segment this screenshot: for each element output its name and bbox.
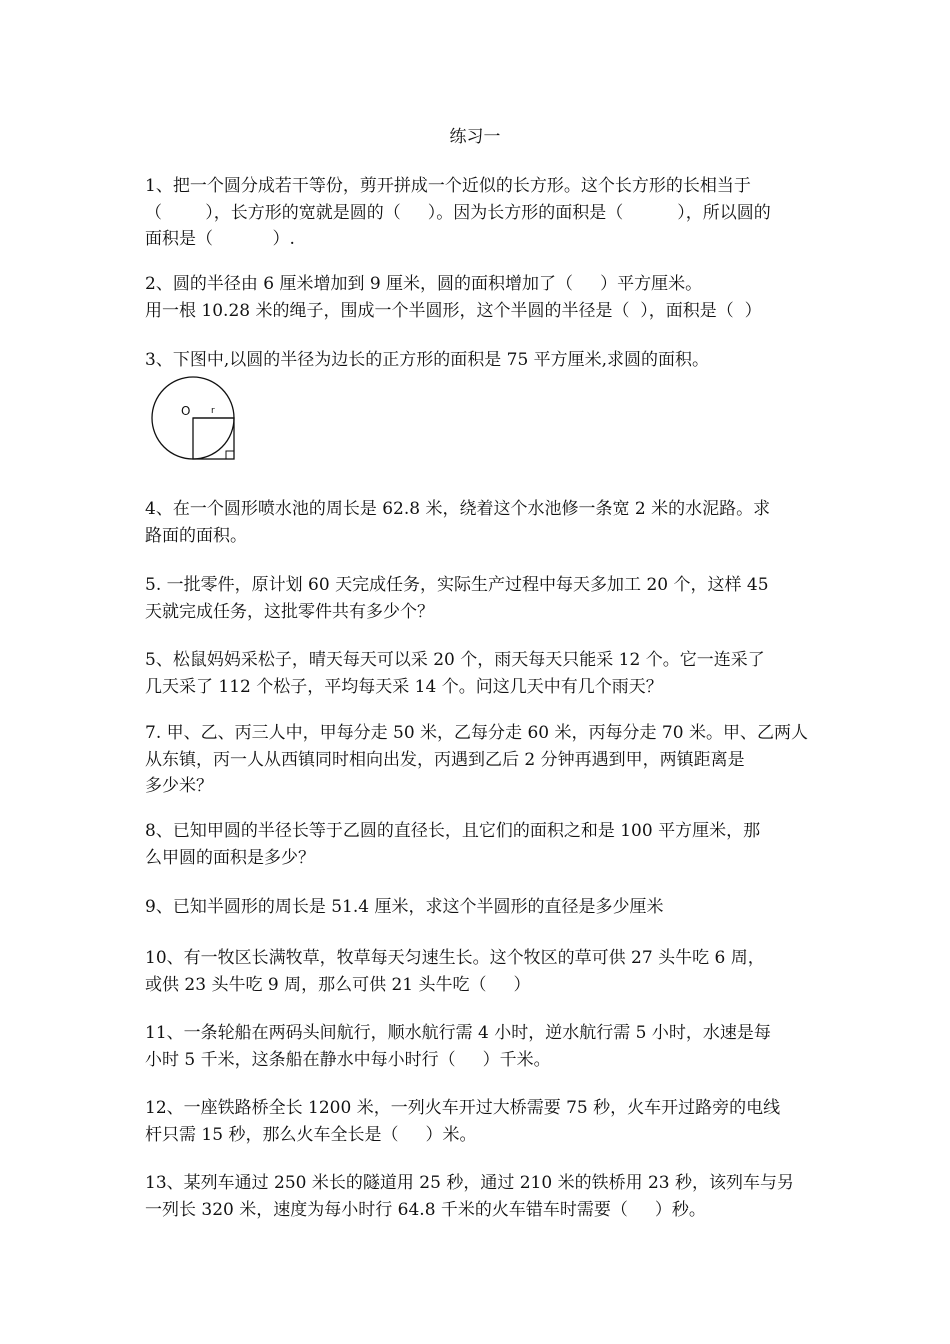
question-line: 多少米？: [145, 776, 213, 796]
question-line: 几天采了 112 个松子，平均每天采 14 个。问这几天中有几个雨天？: [145, 676, 663, 697]
page-title: 练习一: [449, 127, 501, 147]
question-line: 一列长 320 米，速度为每小时行 64.8 千米的火车错车时需要（ ）秒。: [145, 1199, 706, 1220]
question-line: 用一根 10.28 米的绳子，围成一个半圆形，这个半圆的半径是（ ），面积是（ ）: [145, 300, 762, 321]
question-12: [145, 1095, 810, 1148]
question-line: 10、有一牧区长满牧草，牧草每天匀速生长。这个牧区的草可供 27 头牛吃 6 周，: [145, 948, 765, 968]
question-4: [145, 496, 810, 549]
question-line: 9、已知半圆形的周长是 51.4 厘米，求这个半圆形的直径是多少厘米: [145, 897, 664, 917]
question-8: [145, 818, 810, 871]
question-2: [145, 271, 810, 324]
question-line: 从东镇，丙一人从西镇同时相向出发，丙遇到乙后 2 分钟再遇到甲，两镇距离是: [145, 749, 745, 770]
question-line: 13、某列车通过 250 米长的隧道用 25 秒，通过 210 米的铁桥用 23 秒，该列车与另: [145, 1173, 795, 1193]
question-10: [145, 945, 810, 998]
question-line: 12、一座铁路桥全长 1200 米，一列火车开过大桥需要 75 秒，火车开过路旁的电线: [145, 1098, 781, 1118]
question-line: 4、在一个圆形喷水池的周长是 62.8 米，绕着这个水池修一条宽 2 米的水泥路。求: [145, 499, 771, 519]
radius-label: r: [211, 406, 215, 416]
question-9: [145, 894, 810, 921]
question-line: 天就完成任务，这批零件共有多少个？: [145, 601, 434, 622]
question-line: 11、一条轮船在两码头间航行，顺水航行需 4 小时，逆水航行需 5 小时，水速是每: [145, 1023, 771, 1043]
question-line: 或供 23 头牛吃 9 周，那么可供 21 头牛吃（ ）: [145, 974, 531, 995]
question-1: [145, 173, 810, 253]
question-line: 小时 5 千米，这条船在静水中每小时行（ ）千米。: [145, 1049, 551, 1070]
question-line: 7. 甲、乙、丙三人中，甲每分走 50 米，乙每分走 60 米，丙每分走 70 米。甲、乙两人: [145, 723, 808, 743]
question-5b: [145, 647, 810, 700]
question-line: 2、圆的半径由 6 厘米增加到 9 厘米，圆的面积增加了（ ）平方厘米。: [145, 274, 703, 294]
question-5a: [145, 572, 810, 625]
question-13: [145, 1170, 810, 1223]
question-line: 杆只需 15 秒，那么火车全长是（ ）米。: [145, 1124, 477, 1145]
question-line: 面积是（ ）.: [145, 229, 295, 249]
center-label: O: [181, 404, 191, 418]
question-line: 8、已知甲圆的半径长等于乙圆的直径长，且它们的面积之和是 100 平方厘米，那: [145, 821, 761, 841]
circle-diagram: [150, 375, 242, 461]
question-line: 路面的面积。: [145, 525, 247, 546]
question-line: 1、把一个圆分成若干等份，剪开拼成一个近似的长方形。这个长方形的长相当于: [145, 176, 751, 196]
right-angle-mark: [226, 451, 234, 459]
question-line: 5、松鼠妈妈采松子，晴天每天可以采 20 个，雨天每天只能采 12 个。它一连采了: [145, 650, 765, 670]
question-7: [145, 720, 810, 800]
question-line: 3、下图中,以圆的半径为边长的正方形的面积是 75 平方厘米,求圆的面积。: [145, 350, 710, 370]
question-11: [145, 1020, 810, 1073]
question-line: （ ），长方形的宽就是圆的（ ）。因为长方形的面积是（ ），所以圆的: [145, 202, 771, 223]
circle-square-figure: [150, 375, 242, 461]
question-3: [145, 347, 810, 374]
question-line: 5. 一批零件，原计划 60 天完成任务，实际生产过程中每天多加工 20 个，这样 45: [145, 575, 769, 595]
question-line: 么甲圆的面积是多少？: [145, 847, 315, 868]
